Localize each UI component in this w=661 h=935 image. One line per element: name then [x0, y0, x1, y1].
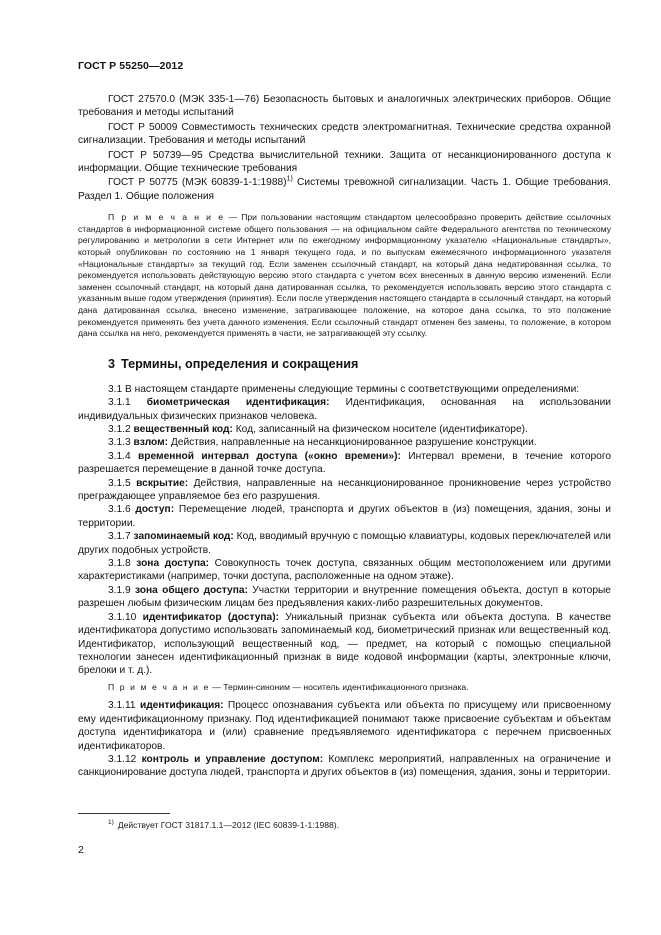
section-heading: [108, 357, 611, 371]
reference-title: Системы тревожной сигнализации. Часть 1. Общие требования. Раздел 1. Общие положения: [78, 177, 611, 202]
term-definition: [78, 503, 611, 530]
term-text: Перемещение людей, транспорта и других объектов в (из) помещения, здания, зоны и территории.: [78, 504, 611, 529]
reference-item: [78, 176, 611, 203]
reference-code: ГОСТ Р 50775 (МЭК 60839-1-1:1988): [108, 177, 287, 189]
term-name: вскрытие:: [136, 477, 189, 489]
term-text: Комплекс мероприятий, направленных на ограничение и санкционирование доступа людей, транспорта и других объектов в (из) помещения, здания, зоны и территории.: [78, 753, 612, 779]
term-name: биометрическая идентификация:: [146, 397, 330, 409]
reference-item: ГОСТ 27570.0 (МЭК 335-1—76) Безопасность бытовых и аналогичных электрических приборов. Общие требования и методы испытаний: [78, 94, 611, 119]
reference-item: ГОСТ Р 50009 Совместимость технических средств электромагнитная. Технические средства охранной сигнализации. Требования и методы испытаний: [78, 121, 611, 147]
term-definition: [78, 611, 611, 678]
term-number: 3.1.11: [108, 700, 140, 712]
term-note: [78, 682, 611, 694]
reference-item: ГОСТ Р 50739—95 Средства вычислительной техники. Защита от несанкционированного доступа к информации. Общие технические требования: [78, 149, 611, 175]
document-header: ГОСТ Р 55250—2012: [78, 60, 184, 72]
term-text: Действия, направленные на несанкционированное разрушение конструкции.: [168, 437, 537, 449]
note-text: — При пользовании настоящим стандартом целесообразно проверить действие ссылочных стандартов в информационной системе общего пользования — на официальном сайте Федерального агентства по техническому регулированию и метрологии в сети Интернет или по ежегодному информационному указателю «Национальные стандарты», который опубликован по состоянию на 1 января текущего года, и по выпускам ежемесячного информационного указателя «Национальные стандарты» за текущий год. Если заменен ссылочный стандарт, на который дана недатированная ссылка, то рекомендуется использовать действующую версию этого стандарта с учетом всех внесенных в данную версию изменений. Если заменен ссылочный стандарт, на который дана датированная ссылка, то рекомендуется использовать версию этого стандарта с указанным выше годом утверждения (принятия). Если после утверждения настоящего стандарта в ссылочный стандарт, на который дана датированная ссылка, внесено изменение, затрагивающее положение, на которое дана ссылка, то это положение рекомендуется применять без учета данного изменения. Если ссылочный стандарт отменен без замены, то положение, в котором дана ссылка на него, рекомендуется применять в части, не затрагивающей эту ссылку.: [78, 212, 612, 339]
term-number: 3.1.10: [108, 611, 143, 623]
footnote-separator: [78, 813, 170, 814]
term-number: 3.1.6: [108, 504, 136, 516]
term-name: взлом:: [133, 437, 169, 449]
term-definition: [78, 423, 611, 436]
term-name: идентификатор (доступа):: [142, 611, 279, 623]
note-label: П р и м е ч а н и е: [108, 681, 210, 692]
footnote-text: Действует ГОСТ 31817.1.1—2012 (IEC 60839-1-1:1988).: [117, 819, 340, 830]
term-name: запоминаемый код:: [133, 531, 234, 543]
footnote-mark: 1): [108, 819, 114, 826]
term-name: зона общего доступа:: [134, 584, 248, 596]
term-list: [78, 396, 611, 678]
section-title: Термины, определения и сокращения: [121, 356, 359, 371]
term-text: Участки территории и внутренние помещения объекта, доступ в которые разрешен любым физическим лицам без предъявления каких-либо разрешительных документов.: [78, 584, 611, 610]
term-definition: [78, 699, 611, 753]
term-definition: [78, 450, 611, 477]
term-definition: [78, 396, 611, 423]
term-definition: [78, 436, 611, 449]
term-text: Совокупность точек доступа, связанных общим местоположением или другими характеристиками (например, точки доступа, расположенные на одном этаже).: [78, 558, 611, 583]
term-name: зона доступа:: [136, 558, 210, 570]
term-name: контроль и управление доступом:: [141, 753, 324, 765]
page-number: 2: [78, 844, 84, 856]
term-text: Уникальный признак субъекта или объекта доступа. В качестве идентификатора допустимо использовать запоминаемый код, биометрический признак или вещественный код. Идентификатор, использующий вещественный код, — предмет, на который с помощью специальной технологии занесен идентификационный признак в виде кодовой информации (карты, электронные ключи, брелоки и т. д.).: [78, 611, 612, 677]
term-number: 3.1.8: [108, 558, 137, 570]
term-text: Код, записанный на физическом носителе (идентификаторе).: [232, 424, 528, 435]
references-note: [78, 212, 611, 340]
term-number: 3.1.4: [108, 450, 139, 462]
section-number: 3: [108, 356, 116, 371]
normative-references: [78, 93, 611, 203]
footnote: [108, 819, 339, 830]
section-intro: 3.1 В настоящем стандарте применены следующие термины с соответствующими определениями:: [108, 383, 580, 395]
note-text: — Термин-синоним — носитель идентификационного признака.: [209, 681, 469, 692]
term-definition: [78, 584, 611, 611]
term-text: Действия, направленные на несанкционированное проникновение через устройство преграждающее управляемое без его разрушения.: [78, 477, 611, 503]
term-number: 3.1.5: [108, 477, 137, 489]
term-text: Процесс опознавания субъекта или объекта по присущему или присвоенному ему идентификационному признаку. Под идентификацией понимают также присвоение субъектам и объектам доступа идентификатора и (или) сравнение предъявляемого идентификатора с перечнем присвоенных идентификаторов.: [78, 700, 611, 752]
page-body: [78, 93, 611, 780]
term-definition: [78, 477, 611, 504]
term-list-continued: [78, 699, 611, 779]
term-number: 3.1.1: [108, 397, 147, 409]
footnote-ref: 1): [286, 176, 293, 184]
term-number: 3.1.2: [108, 424, 134, 435]
term-text: Интервал времени, в течение которого разрешается перемещение в данной точке доступа.: [78, 450, 611, 476]
term-definition: [78, 530, 611, 557]
term-definition: [78, 557, 611, 584]
term-text: Идентификация, основанная на использовании индивидуальных физических признаков человека.: [78, 397, 611, 422]
term-name: временной интервал доступа («окно времени»):: [138, 450, 401, 462]
note-label: П р и м е ч а н и е: [108, 212, 225, 223]
term-name: идентификация:: [139, 700, 224, 712]
term-number: 3.1.7: [108, 531, 134, 543]
term-definition: [78, 753, 611, 780]
term-name: доступ:: [135, 504, 175, 516]
term-text: Код, вводимый вручную с помощью клавиатуры, кодовых переключателей или других подобных устройств.: [78, 531, 611, 556]
term-number: 3.1.3: [108, 437, 134, 449]
term-number: 3.1.9: [108, 584, 135, 596]
term-number: 3.1.12: [108, 753, 142, 765]
term-name: вещественный код:: [133, 424, 233, 435]
